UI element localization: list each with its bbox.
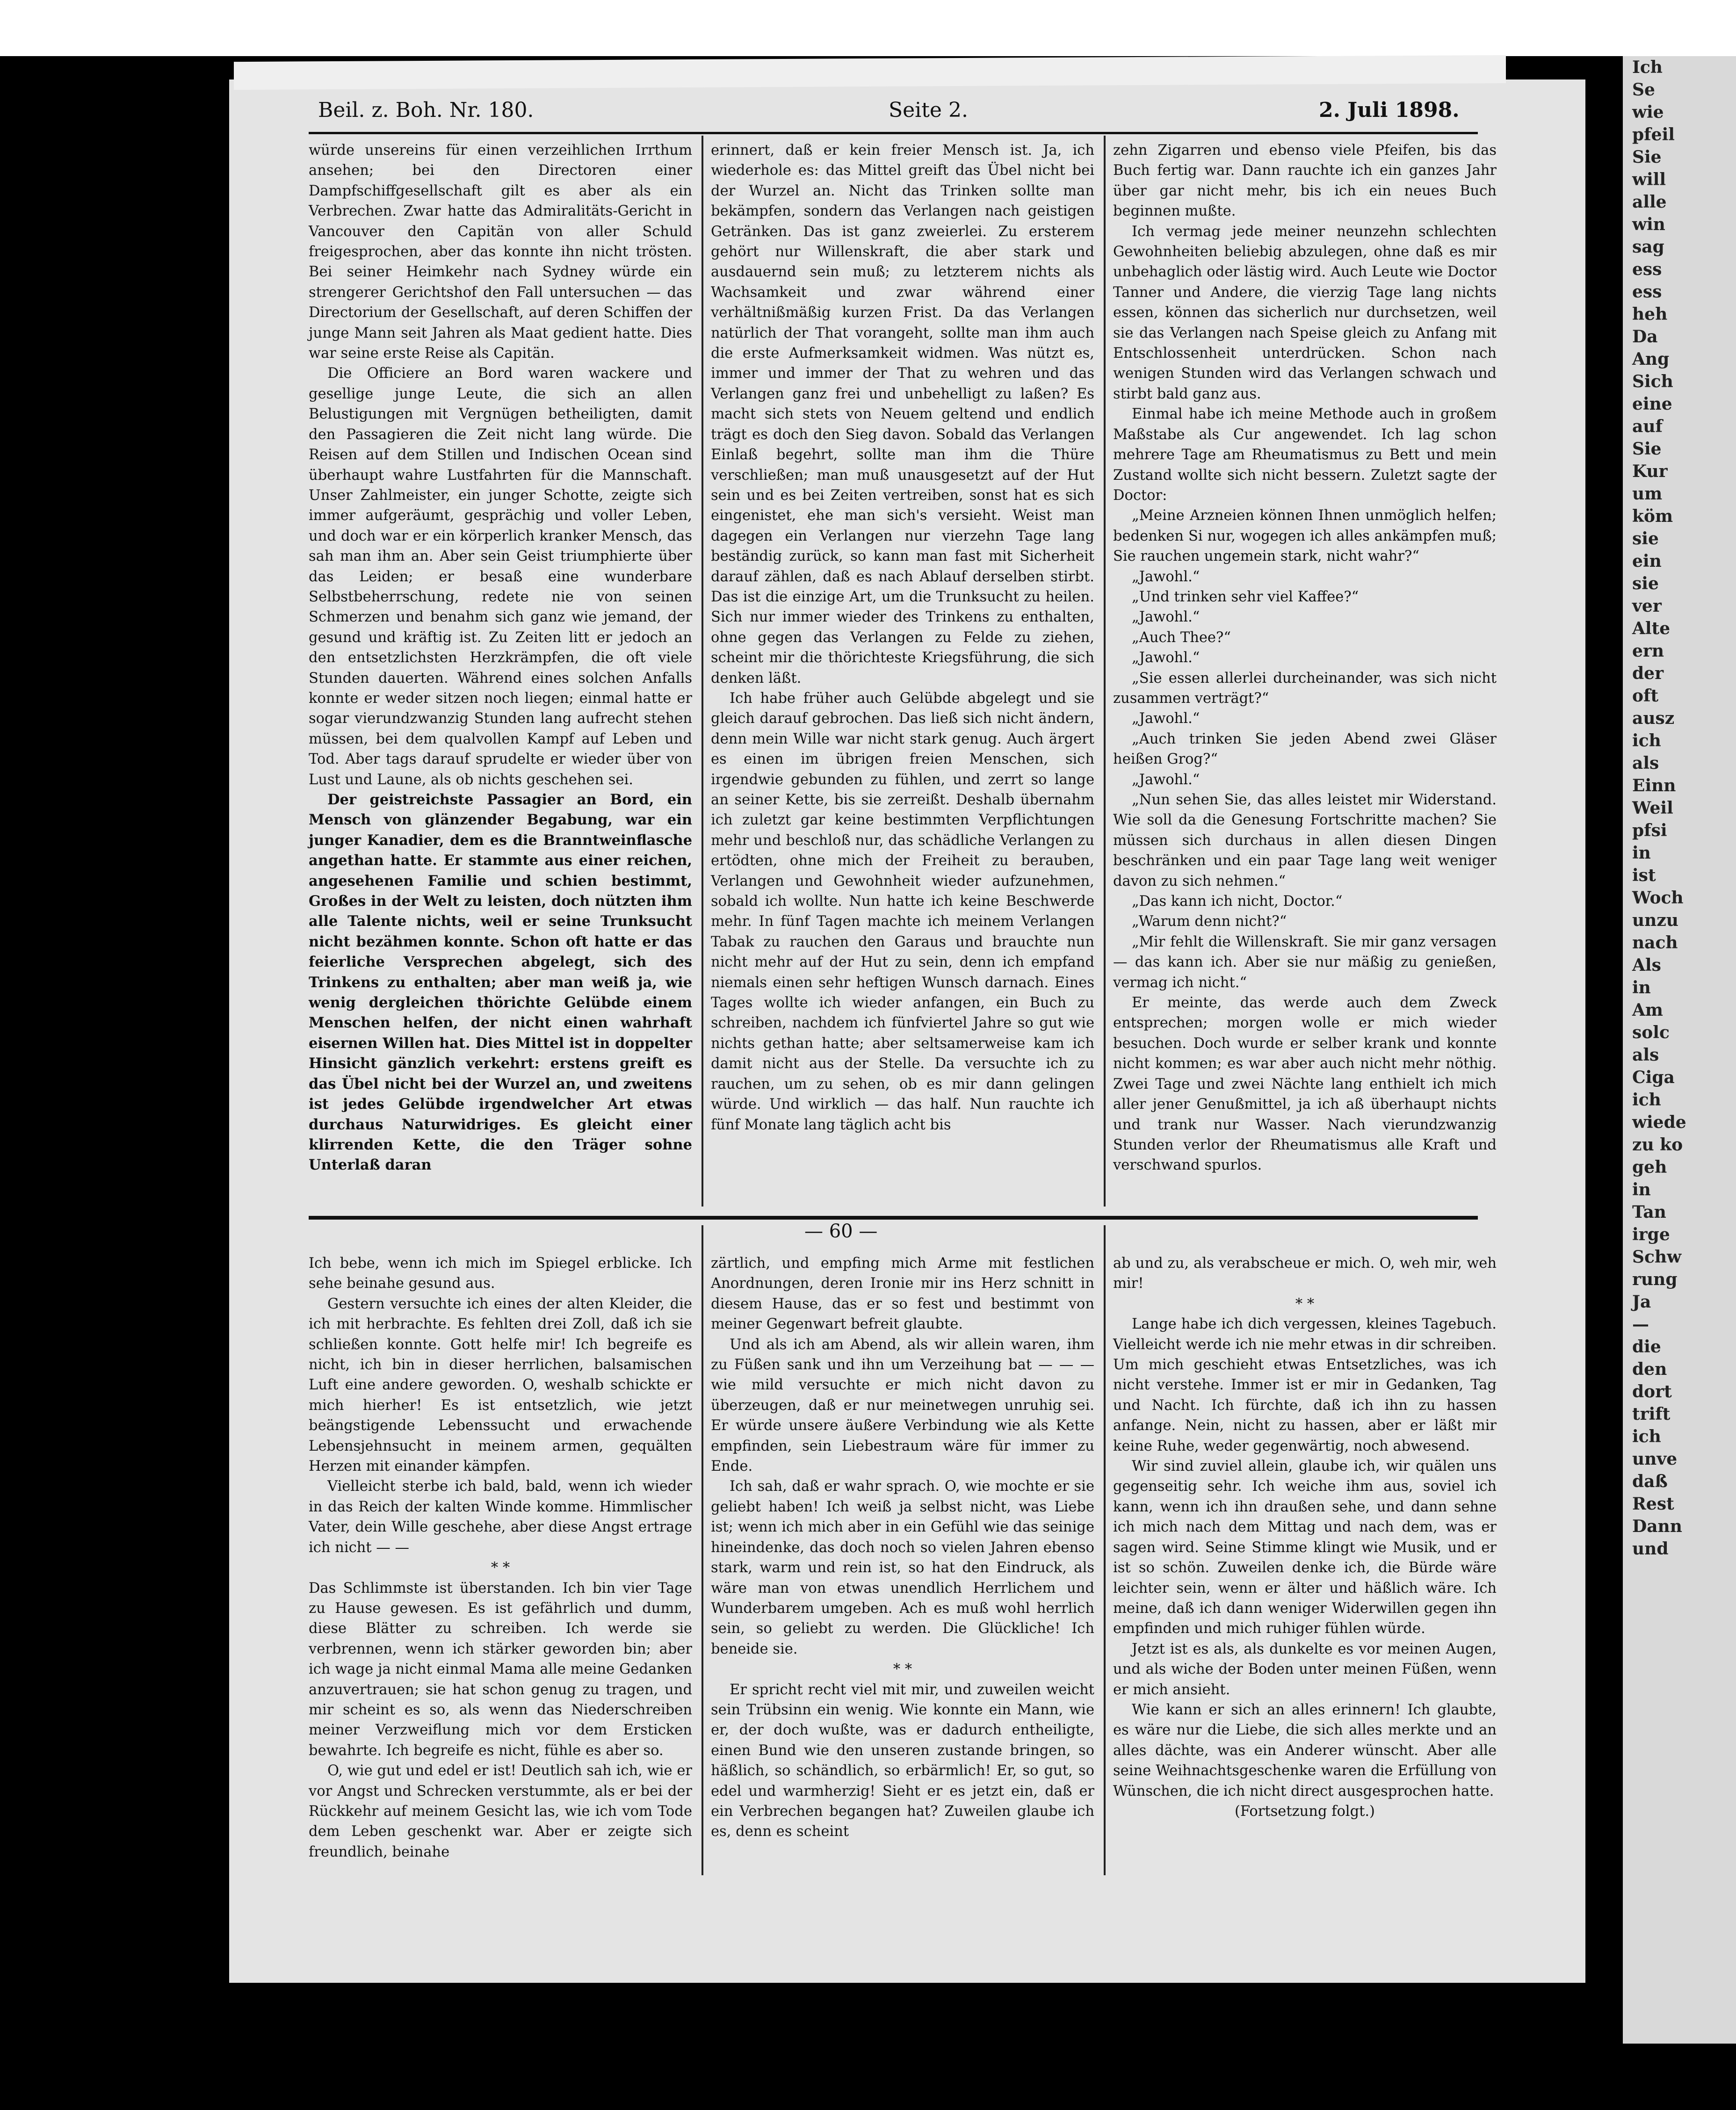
dialogue-line: „Jawohl.“: [1132, 771, 1200, 788]
adjacent-page-fragment: zu ko: [1632, 1135, 1683, 1155]
adjacent-page-fragment: Schw: [1632, 1247, 1682, 1267]
section-asterisks: * *: [893, 1661, 912, 1678]
adjacent-page-fragment: alle: [1632, 192, 1667, 212]
paragraph: Ich vermag jede meiner neunzehn schlechten Gewohnheiten beliebig abzulegen, ohne daß es mir unbehaglich oder lästig wird. Auch Leute wie Doctor Tanner und Andere, die vierzig Tage lang nichts essen, können das sicherlich nur durchsetzen, weil sie das Verlangen nach Speise gleich zu Anfang mit Entschlossenheit unterdrücken. Schon nach wenigen Stunden wird das Verlangen schwach und stirbt bald ganz aus.: [1113, 223, 1497, 402]
adjacent-page-fragment: unve: [1632, 1449, 1678, 1469]
adjacent-page-fragment: Kur: [1632, 462, 1668, 481]
adjacent-page-fragment: sie: [1632, 574, 1659, 593]
adjacent-page-fragment: in: [1632, 843, 1651, 863]
adjacent-page-fragment: köm: [1632, 506, 1673, 526]
adjacent-page-fragment: sie: [1632, 529, 1659, 549]
adjacent-page-fragment: als: [1632, 1045, 1659, 1065]
lower-column-1: [309, 1253, 692, 1862]
column-rule: [1104, 1225, 1106, 1875]
adjacent-page-fragment: Als: [1632, 955, 1661, 975]
adjacent-page-fragment: unzu: [1632, 910, 1678, 930]
dialogue-line: „Und trinken sehr viel Kaffee?“: [1132, 588, 1359, 605]
adjacent-page-fragment: in: [1632, 978, 1651, 997]
adjacent-page-fragment: Se: [1632, 80, 1655, 100]
scan-background-top: [0, 0, 1736, 56]
dialogue-line: „Jawohl.“: [1132, 710, 1200, 727]
paragraph: Er meinte, das werde auch dem Zweck entsprechen; morgen wolle er mich wieder besuchen. Doch wurde er selber krank und konnte nicht kommen; es war aber auch nicht mehr nöthig. Zwei Tage und zwei Nächte lang enthielt ich mich aller jener Genußmittel, ja ich aß überhaupt nichts und trank nur Wasser. Nach vierundzwanzig Stunden verlor der Rheumatismus alle Kraft und verschwand spurlos.: [1113, 995, 1497, 1174]
dialogue-line: „Jawohl.“: [1132, 650, 1200, 666]
adjacent-page-fragment: Weil: [1632, 798, 1673, 818]
adjacent-page-fragment: heh: [1632, 304, 1668, 324]
adjacent-page-fragment: als: [1632, 753, 1659, 773]
paragraph: Ich bebe, wenn ich mich im Spiegel erblicke. Ich sehe beinahe gesund aus.: [309, 1255, 692, 1292]
adjacent-page-fragment: ein: [1632, 551, 1662, 571]
upper-column-3: [1113, 140, 1497, 1176]
paragraph: O, wie gut und edel er ist! Deutlich sah ich, wie er vor Angst und Schrecken verstummte, als er bei der Rückkehr auf meinem Gesicht las, wie ich vom Tode dem Leben geschenkt war. Aber er zeigte sich freundlich, beinahe: [309, 1763, 692, 1860]
dialogue-line: „Meine Arzneien können Ihnen unmöglich helfen; bedenken Si nur, wogegen ich alles ankämpfen muß; Sie rauchen ungemein stark, nicht wahr?“: [1113, 507, 1497, 565]
paragraph: Die Officiere an Bord waren wackere und gesellige junge Leute, die sich an allen Belustigungen mit Vergnügen betheiligten, damit den Passagieren die Zeit nicht lang würde. Die Reisen auf dem Stillen und Indischen Ocean sind überhaupt wahre Lustfahrten für die Mannschaft. Unser Zahlmeister, ein junger Schotte, zeigte sich immer aufgeräumt, gesprächig und voller Leben, und doch war er ein körperlich kranker Mensch, das sah man ihm an. Aber sein Geist triumphierte über das Leiden; er besaß eine wunderbare Selbstbeherrschung, redete nie von seinen Schmerzen und benahm sich ganz wie jemand, der gesund und kräftig ist. Zu Zeiten litt er jedoch an den entsetzlichsten Herzkrämpfen, die oft viele Stunden dauerten. Während eines solchen Anfalls konnte er weder sitzen noch liegen; einmal hatte er sogar vierundzwanzig Stunden lang aufrecht stehen müssen, bei dem qualvollen Kampf auf Leben und Tod. Aber tags darauf sprudelte er wieder über von Lust und Laune, als ob nichts geschehen sei.: [309, 365, 692, 788]
dialogue-line: „Jawohl.“: [1132, 568, 1200, 585]
adjacent-page-fragment: Rest: [1632, 1494, 1674, 1514]
adjacent-page-fragment: daß: [1632, 1472, 1668, 1491]
adjacent-page-fragment: ich: [1632, 731, 1661, 751]
adjacent-page-fragment: den: [1632, 1359, 1667, 1379]
upper-column-2: [711, 140, 1094, 1135]
paragraph: Wir sind zuviel allein, glaube ich, wir quälen uns gegenseitig sehr. Ich weiche ihm aus, soviel ich kann, wenn ich ihn draußen sehe, und dann sehne ich mich nach dem Mittag und nach dem, was er sagen wird. Seine Stimme klingt wie Musik, und er ist so schön. Zuweilen denke ich, die Bürde wäre leichter sein, wenn er älter und häßlich wäre. Ich meine, daß ich dann weniger Widerwillen gegen ihn empfinden und mich ruhiger fühlen würde.: [1113, 1458, 1497, 1637]
paragraph: Der geistreichste Passagier an Bord, ein Mensch von glänzender Begabung, war ein junger Kanadier, dem es die Branntweinflasche angethan hatte. Er stammte aus einer reichen, angesehenen Familie und schien bestimmt, Großes in der Welt zu leisten, doch nützten ihm alle Talente nichts, weil er seine Trunksucht nicht bezähmen konnte. Schon oft hatte er das feierliche Versprechen abgelegt, sich des Trinkens zu enthalten; aber man weiß ja, wie wenig dergleichen thörichte Gelübde einem Menschen helfen, der nicht einen wahrhaft eisernen Willen hat. Dies Mittel ist in doppelter Hinsicht gänzlich verkehrt: erstens greift es das Übel nicht bei der Wurzel an, und zweitens ist jedes Gelübde irgendwelcher Art etwas durchaus Naturwidriges. Es gleicht einer klirrenden Kette, die den Träger sohne Unterlaß daran: [309, 791, 692, 1174]
adjacent-page-fragment: ess: [1632, 260, 1662, 279]
adjacent-page-fragment: ausz: [1632, 708, 1675, 728]
adjacent-page-fragment: Ciga: [1632, 1068, 1675, 1087]
header-rule: [309, 132, 1478, 134]
adjacent-page-fragment: um: [1632, 484, 1663, 504]
paragraph: Und als ich am Abend, als wir allein waren, ihm zu Füßen sank und ihn um Verzeihung bat — — — wie mild versuchte er mich nicht davon zu überzeugen, daß er nur meinetwegen unruhig sei. Er würde unsere äußere Verbindung wie als Kette empfinden, sein Liebestraum wäre für immer zu Ende.: [711, 1336, 1094, 1475]
adjacent-page-fragment: der: [1632, 664, 1664, 683]
paragraph: würde unsereins für einen verzeihlichen Irrthum ansehen; bei den Directoren einer Dampfschiffgesellschaft gilt es aber als ein Verbrechen. Zwar hatte das Admiralitäts-Gericht in Vancouver den Capitän von aller Schuld freigesprochen, aber das konnte ihn nicht trösten. Bei seiner Heimkehr nach Sydney würde ein strengerer Gerichtshof den Fall untersuchen — das Directorium der Gesellschaft, auf deren Schiffen der junge Mann seit Jahren als Maat gedient hatte. Dies war seine erste Reise als Capitän.: [309, 142, 692, 362]
column-rule: [702, 136, 703, 1207]
adjacent-page-fragment: Sich: [1632, 372, 1673, 391]
paragraph: Wie kann er sich an alles erinnern! Ich glaubte, es wäre nur die Liebe, die sich alles merkte und an alles dächte, was ein Anderer wünscht. Aber alle seine Weihnachtsgeschenke waren die Erfüllung von Wünschen, die ich nicht direct ausgesprochen hatte.: [1113, 1701, 1497, 1799]
adjacent-page-fragment: trift: [1632, 1404, 1671, 1424]
adjacent-page-fragment: solc: [1632, 1023, 1670, 1042]
dialogue-line: „Auch Thee?“: [1132, 629, 1231, 646]
adjacent-page-fragment: Ich: [1632, 58, 1663, 77]
header-date: 2. Juli 1898.: [1319, 98, 1460, 122]
section-asterisks: * *: [1295, 1295, 1315, 1312]
paragraph: Er spricht recht viel mit mir, und zuweilen weicht sein Trübsinn ein wenig. Wie konnte ein Mann, wie er, der doch wußte, was er dadurch entheiligte, einen Bund wie den unseren zustande bringen, so häßlich, so schändlich, so erbärmlich! Er, so gut, so edel und warmherzig! Sieht er es jetzt ein, daß er ein Verbrechen begangen hat? Zuweilen glaube ich es, denn es scheint: [711, 1681, 1094, 1840]
paragraph: Einmal habe ich meine Methode auch in großem Maßstabe als Cur angewendet. Ich lag schon mehrere Tage am Rheumatismus zu Bett und mein Zustand wollte sich nicht bessern. Zuletzt sagte der Doctor:: [1113, 406, 1497, 504]
page-number: — 60 —: [804, 1221, 878, 1242]
adjacent-page-fragment: ich: [1632, 1427, 1661, 1446]
dialogue-line: „Sie essen allerlei durcheinander, was sich nicht zusammen verträgt?“: [1113, 670, 1497, 707]
paragraph: Das Schlimmste ist überstanden. Ich bin vier Tage zu Hause gewesen. Es ist gefährlich und dumm, diese Blätter zu schreiben. Ich werde sie verbrennen, wenn ich stärker geworden bin; aber ich wage ja nicht einmal Mama alle meine Gedanken anzuvertrauen; sie hat schon genug zu tragen, und mir scheint es so, als wenn das Niederschreiben meiner Verzweiflung mich vor dem Ersticken bewahrte. Ich begreife es nicht, fühle es aber so.: [309, 1580, 692, 1759]
adjacent-page-fragment: die: [1632, 1337, 1661, 1357]
section-rule: [309, 1216, 1478, 1220]
adjacent-page-fragment: Alte: [1632, 619, 1671, 638]
adjacent-page-fragment: in: [1632, 1180, 1651, 1200]
adjacent-page-fragment: Da: [1632, 327, 1658, 347]
column-rule: [702, 1225, 703, 1875]
adjacent-page-fragment: wiede: [1632, 1113, 1686, 1132]
paragraph: Ich sah, daß er wahr sprach. O, wie mochte er sie geliebt haben! Ich weiß ja selbst nicht, was Liebe ist; wenn ich mich aber in ein Gefühl wie das seinige hineindenke, das doch noch so vielen Jahren ebenso stark, warm und rein ist, so hat den Eindruck, als wäre man von etwas unendlich Herrlichem und Wunderbarem umgeben. Ach es muß wohl herrlich sein, so geliebt zu werden. Die Glückliche! Ich beneide sie.: [711, 1478, 1094, 1657]
column-rule: [1104, 136, 1106, 1207]
page-header: [318, 98, 1473, 131]
adjacent-page-fragment: rung: [1632, 1270, 1678, 1289]
lower-column-2: [711, 1253, 1094, 1842]
adjacent-page-fragment: Einn: [1632, 776, 1676, 795]
paragraph: zärtlich, und empfing mich Arme mit festlichen Anordnungen, deren Ironie mir ins Herz schnitt in diesem Hause, das er so fest und bestimmt von meiner Gegenwart befreit glaubte.: [711, 1255, 1094, 1333]
adjacent-page-fragment: und: [1632, 1539, 1669, 1559]
adjacent-page-fragment: pfeil: [1632, 125, 1675, 145]
adjacent-page-fragment: ver: [1632, 596, 1662, 616]
adjacent-page-fragment: win: [1632, 215, 1665, 234]
paragraph: zehn Zigarren und ebenso viele Pfeifen, bis das Buch fertig war. Dann rauchte ich ein ganzes Jahr über gar nicht mehr, bis ich ein neues Buch beginnen mußte.: [1113, 142, 1497, 220]
adjacent-page-fragment: Tan: [1632, 1202, 1666, 1222]
adjacent-page-fragment: sag: [1632, 237, 1664, 257]
adjacent-page-fragment: wie: [1632, 102, 1664, 122]
paragraph: ab und zu, als verabscheue er mich. O, weh mir, weh mir!: [1113, 1255, 1497, 1292]
adjacent-page-fragment: pfsi: [1632, 821, 1667, 840]
adjacent-page-fragment: Woch: [1632, 888, 1684, 908]
paragraph: Ich habe früher auch Gelübde abgelegt und sie gleich darauf gebrochen. Das ließ sich nicht ändern, denn mein Wille war nicht stark genug. Auch ärgert es einen im übrigen freien Menschen, sich irgendwie gebunden zu fühlen, und zerrt so lange an seiner Kette, bis sie zerreißt. Deshalb übernahm ich zuletzt gar keine bestimmten Verpflichtungen mehr und beschloß nur, das schädliche Verlangen zu ertödten, ohne mich der Freiheit zu berauben, Verlangen und Gewohnheit wieder aufzunehmen, sobald ich wollte. Nun hatte ich keine Beschwerde mehr. In fünf Tagen machte ich meinem Verlangen Tabak zu rauchen den Garaus und brauchte nun nicht mehr auf der Hut zu sein, denn ich empfand niemals einen sehr heftigen Wunsch darnach. Eines Tages wollte ich wieder anfangen, ein Buch zu schreiben, nachdem ich fünfviertel Jahre so gut wie nichts gethan hatte; aber seltsamerweise kam ich damit nicht aus der Stelle. Da versuchte ich zu rauchen, um zu sehen, ob es mir dann gelingen würde. Und wirklich — das half. Nun rauchte ich fünf Monate lang täglich acht bis: [711, 690, 1094, 1133]
paragraph: Lange habe ich dich vergessen, kleines Tagebuch. Vielleicht werde ich nie mehr etwas in dir schreiben. Um mich geschieht etwas Entsetzliches, was ich nicht verstehe. Immer ist er mir in Gedanken, Tag und Nacht. Ich fürchte, daß ich ihn zu hassen anfange. Nein, nicht zu hassen, aber er läßt mir keine Ruhe, weder gegenwärtig, noch abwesend.: [1113, 1316, 1497, 1454]
adjacent-page-fragment: auf: [1632, 417, 1663, 436]
adjacent-page-fragment: oft: [1632, 686, 1659, 706]
adjacent-page-fragment: geh: [1632, 1157, 1667, 1177]
section-asterisks: * *: [491, 1560, 510, 1576]
dialogue-line: „Nun sehen Sie, das alles leistet mir Widerstand. Wie soll da die Genesung Fortschritte machen? Sie müssen sich durchaus in allen diesen Dingen beschränken und ein paar Tage lang weit weniger davon zu sich nehmen.“: [1113, 792, 1497, 889]
adjacent-page-fragment: eine: [1632, 394, 1672, 414]
paragraph: Gestern versuchte ich eines der alten Kleider, die ich mit herbrachte. Es fehlten drei Zoll, daß ich sie schließen konnte. Gott helfe mir! Ich begreife es nicht, ich bin in dieser herrlichen, balsamischen Luft eine andere geworden. O, weshalb schickte er mich hierher! Es ist entsetzlich, wie jetzt beängstigende Lebenssucht und erwachende Lebensjehnsucht in meinem armen, gequälten Herzen mit einander kämpfen.: [309, 1295, 692, 1475]
paragraph: Vielleicht sterbe ich bald, bald, wenn ich wieder in das Reich der kalten Winde komme. Himmlischer Vater, dein Wille geschehe, aber diese Angst ertrage ich nicht — —: [309, 1478, 692, 1556]
adjacent-page-fragment: will: [1632, 170, 1666, 189]
continuation-note: (Fortsetzung folgt.): [1235, 1803, 1375, 1820]
adjacent-page: [1623, 56, 1736, 2044]
adjacent-page-fragment: ist: [1632, 866, 1656, 885]
adjacent-page-fragment: ich: [1632, 1090, 1661, 1110]
dialogue-line: „Warum denn nicht?“: [1132, 913, 1287, 930]
dialogue-line: „Auch trinken Sie jeden Abend zwei Gläser heißen Grog?“: [1113, 730, 1497, 768]
paragraph: erinnert, daß er kein freier Mensch ist. Ja, ich wiederhole es: das Mittel greift das Übel nicht bei der Wurzel an. Nicht das Trinken sollte man bekämpfen, sondern das Verlangen nach geistigen Getränken. Das ist ganz zweierlei. Zu ersterem gehört nur Willenskraft, die aber stark und ausdauernd sein muß; zu letzterem nichts als Wachsamkeit und zwar während einer verhältnißmäßig kurzen Frist. Da das Verlangen natürlich der That vorangeht, sollte man ihm auch die erste Aufmerksamkeit widmen. Was nützt es, immer und immer der That zu wehren und das Verlangen ganz frei und unbehelligt zu laßen? Es macht sich stets von Neuem geltend und endlich trägt es doch den Sieg davon. Sobald das Verlangen Einlaß begehrt, sollte man ihm die Thüre verschließen; man muß unausgesetzt auf der Hut sein und es bei Zeiten vertreiben, sonst hat es sich eingenistet, ehe man sich's versieht. Weist man dagegen ein Verlangen nur vierzehn Tage lang beständig zurück, so kann man fast mit Sicherheit darauf zählen, daß es nach Ablauf derselben stirbt. Das ist die einzige Art, um die Trunksucht zu heilen. Sich nur immer wieder des Trinkens zu enthalten, ohne gegen das Verlangen zu Felde zu ziehen, scheint mir die thörichteste Kriegsführung, die sich denken läßt.: [711, 142, 1094, 686]
dialogue-line: „Mir fehlt die Willenskraft. Sie mir ganz versagen — das kann ich. Aber sie nur mäßig zu genießen, vermag ich nicht.“: [1113, 933, 1497, 991]
adjacent-page-fragment: ern: [1632, 641, 1664, 661]
upper-column-1: [309, 140, 692, 1176]
adjacent-page-fragment: Ang: [1632, 349, 1670, 369]
header-page: Seite 2.: [889, 98, 968, 122]
adjacent-page-fragment: dort: [1632, 1382, 1672, 1402]
adjacent-page-fragment: nach: [1632, 933, 1678, 953]
adjacent-page-fragment: irge: [1632, 1225, 1670, 1244]
adjacent-page-fragment: Am: [1632, 1000, 1664, 1020]
adjacent-page-fragment: Dann: [1632, 1517, 1682, 1536]
dialogue-line: „Jawohl.“: [1132, 609, 1200, 626]
adjacent-page-fragment: Ja: [1632, 1292, 1651, 1312]
adjacent-page-fragment: —: [1632, 1315, 1649, 1334]
adjacent-page-fragment: Sie: [1632, 439, 1662, 459]
dialogue-line: „Das kann ich nicht, Doctor.“: [1132, 893, 1343, 910]
adjacent-page-fragment: Sie: [1632, 147, 1662, 167]
paragraph: Jetzt ist es als, als dunkelte es vor meinen Augen, und als wiche der Boden unter meinen Füßen, wenn er mich ansieht.: [1113, 1640, 1497, 1698]
lower-column-3: [1113, 1253, 1497, 1821]
header-issue: Beil. z. Boh. Nr. 180.: [318, 98, 534, 122]
adjacent-page-fragment: ess: [1632, 282, 1662, 302]
